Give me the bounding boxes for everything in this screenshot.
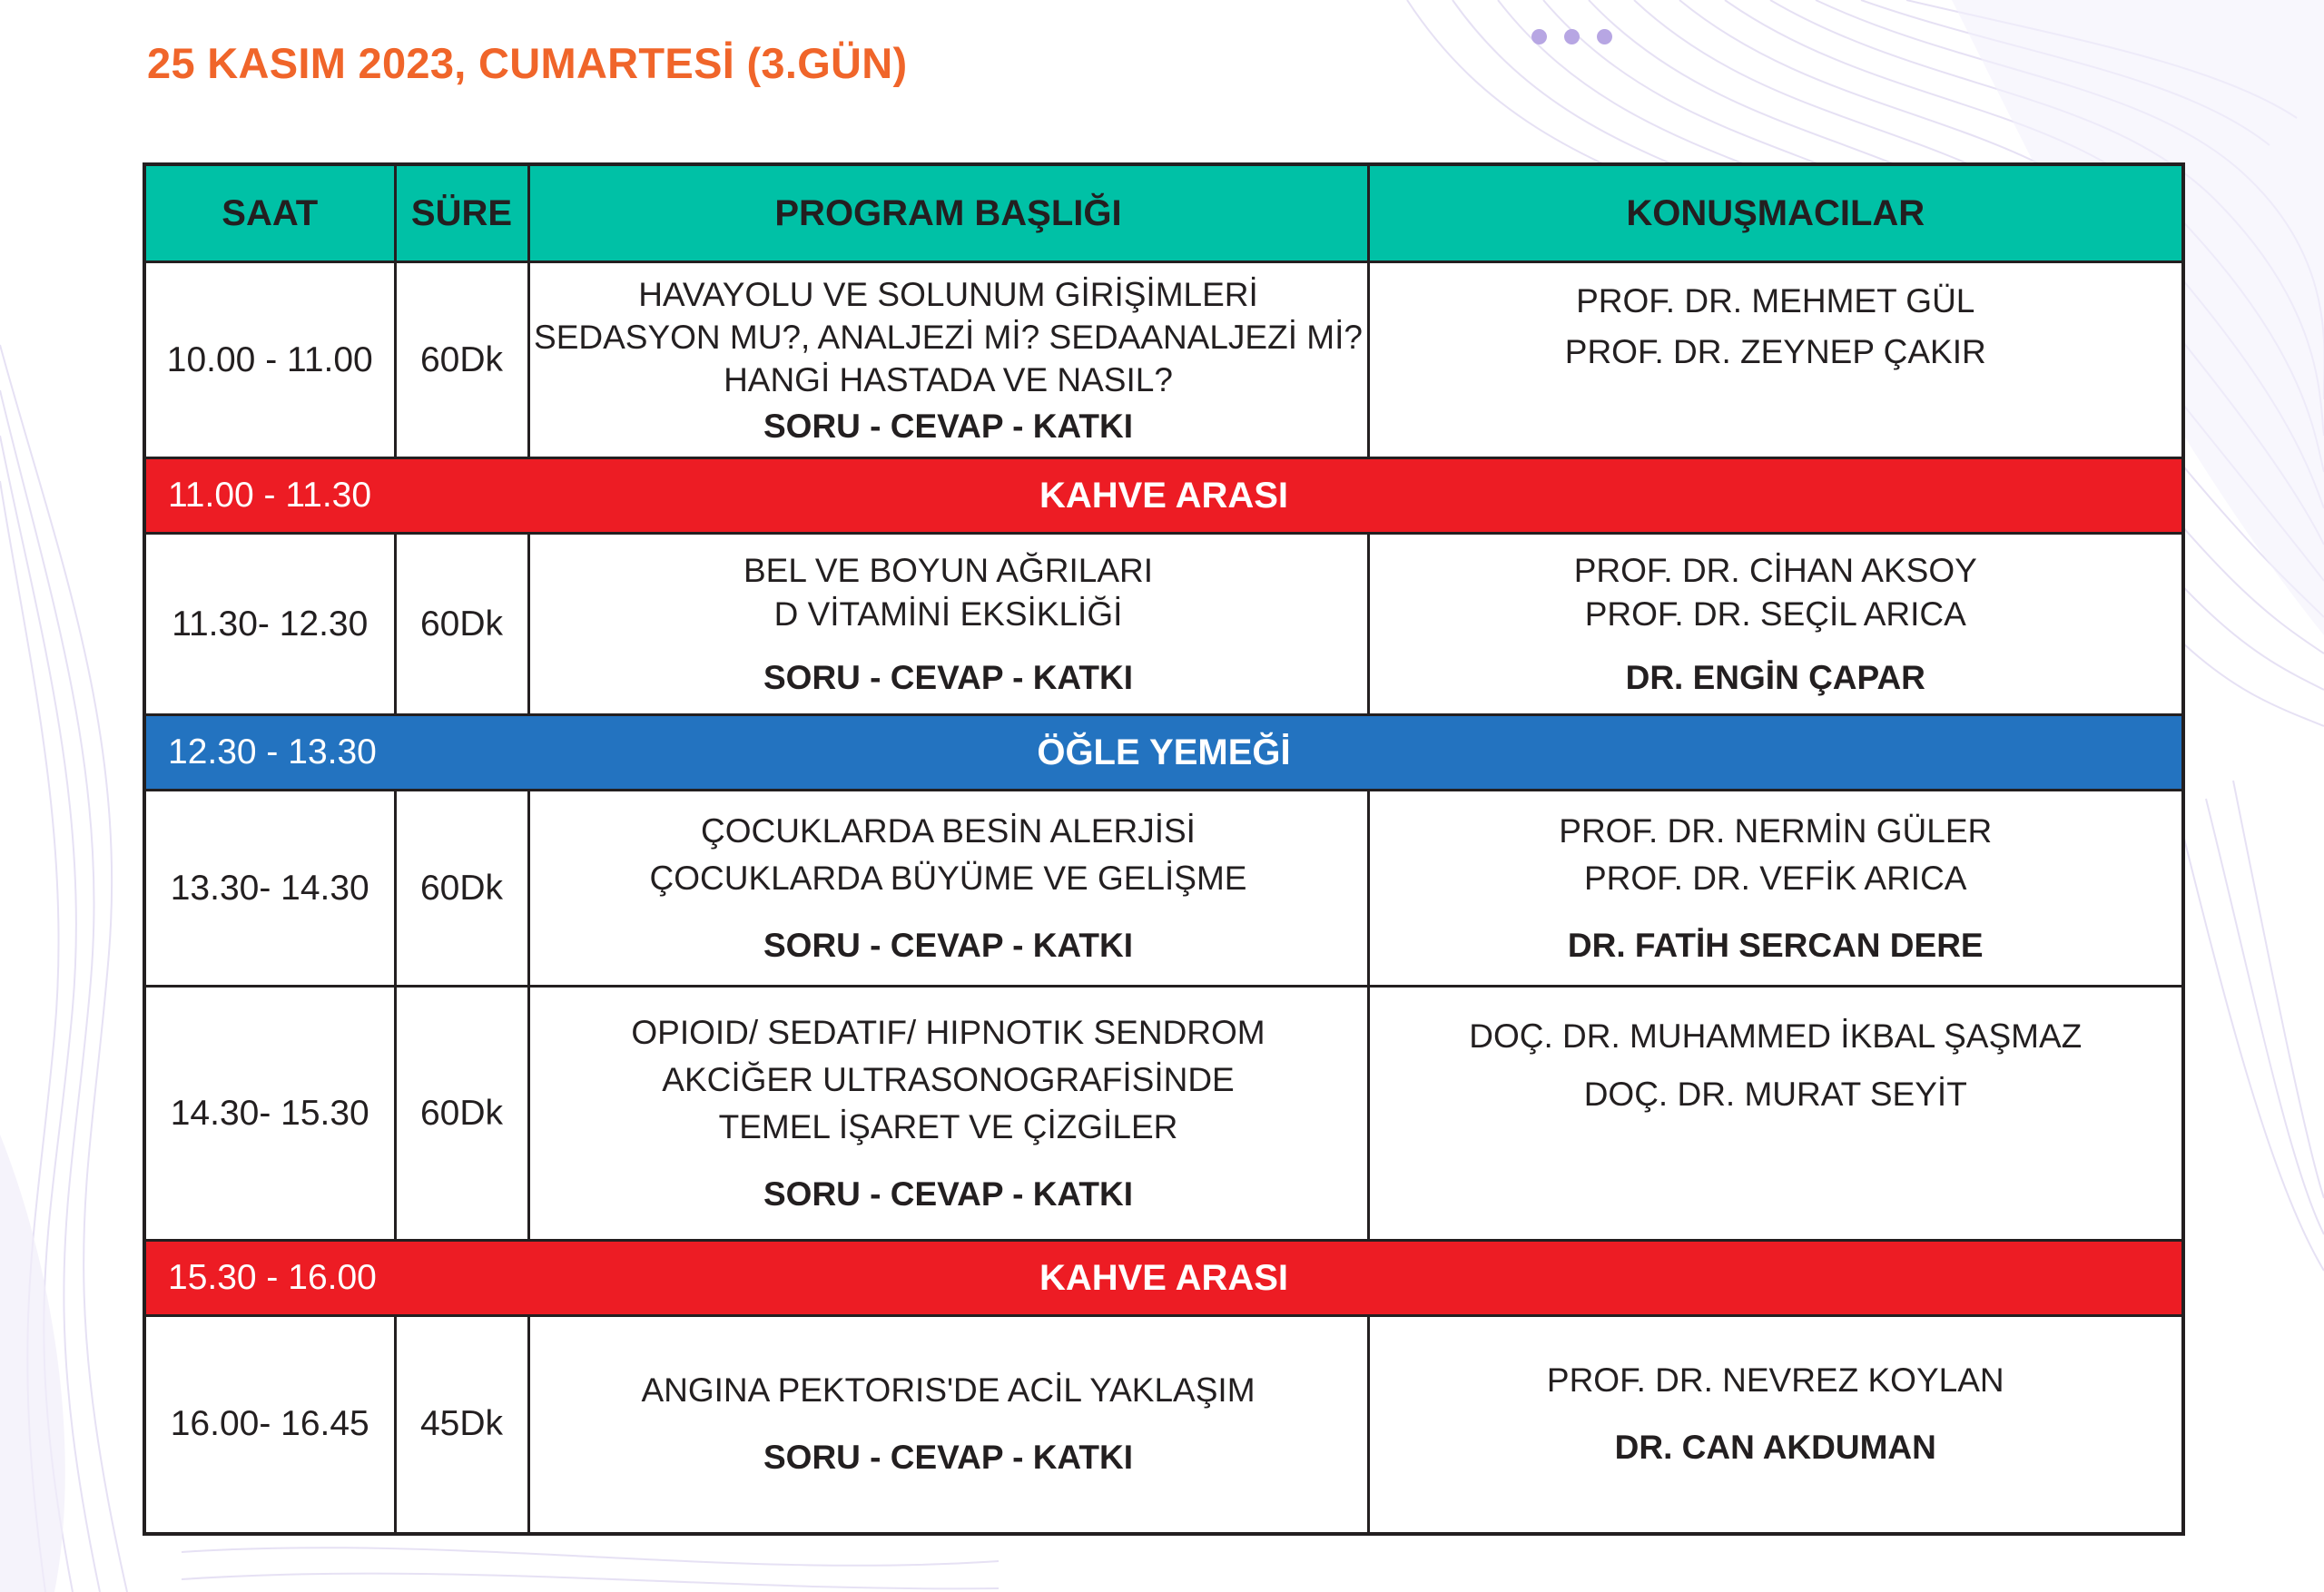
topic-line: BEL VE BOYUN AĞRILARI <box>743 551 1153 589</box>
session-topic <box>528 262 1368 458</box>
topic-line: ÇOCUKLARDA BESİN ALERJİSİ <box>701 811 1196 850</box>
topic-line: ANGINA PEKTORIS'DE ACİL YAKLAŞIM <box>641 1371 1256 1410</box>
speaker-name: PROF. DR. SEÇİL ARICA <box>1584 595 1966 633</box>
speaker-name: PROF. DR. NERMİN GÜLER <box>1559 811 1993 850</box>
break-row <box>144 458 2183 534</box>
speaker-name: PROF. DR. MEHMET GÜL <box>1576 282 1975 319</box>
session-topic <box>528 534 1368 715</box>
qa-label: SORU - CEVAP - KATKI <box>763 926 1134 964</box>
decorative-dots <box>1531 29 1612 47</box>
qa-label: SORU - CEVAP - KATKI <box>763 1439 1134 1477</box>
topic-line: D VİTAMİNİ EKSİKLİĞİ <box>773 595 1123 633</box>
speaker-name: PROF. DR. NEVREZ KOYLAN <box>1546 1361 2004 1399</box>
topic-line: HAVAYOLU VE SOLUNUM GİRİŞİMLERİ <box>638 275 1258 313</box>
break-time: 12.30 - 13.30 <box>168 732 377 771</box>
session-row <box>144 534 2183 715</box>
session-topic <box>528 791 1368 987</box>
session-duration: 60Dk <box>395 987 528 1241</box>
session-row <box>144 987 2183 1241</box>
qa-label: SORU - CEVAP - KATKI <box>763 658 1134 696</box>
session-time: 16.00- 16.45 <box>144 1316 395 1534</box>
qa-label: SORU - CEVAP - KATKI <box>763 1174 1134 1213</box>
dot-icon <box>1564 29 1580 44</box>
speaker-name: PROF. DR. ZEYNEP ÇAKIR <box>1564 333 1986 370</box>
moderator-name: DR. CAN AKDUMAN <box>1614 1429 1936 1466</box>
topic-line: ÇOCUKLARDA BÜYÜME VE GELİŞME <box>649 859 1247 897</box>
topic-line: OPIOID/ SEDATIF/ HIPNOTIK SENDROM <box>631 1013 1265 1051</box>
session-speakers <box>1368 1316 2183 1534</box>
topic-line: TEMEL İŞARET VE ÇİZGİLER <box>718 1107 1178 1145</box>
session-time: 11.30- 12.30 <box>144 534 395 715</box>
break-row <box>144 715 2183 791</box>
table-header-row <box>144 164 2183 262</box>
schedule-table <box>143 162 2185 1536</box>
session-time: 13.30- 14.30 <box>144 791 395 987</box>
break-time: 11.00 - 11.30 <box>168 476 372 515</box>
topic-line: SEDASYON MU?, ANALJEZİ Mİ? SEDAANALJEZİ Mİ? <box>534 318 1363 356</box>
session-duration: 60Dk <box>395 262 528 458</box>
moderator-name: DR. FATİH SERCAN DERE <box>1567 926 1984 964</box>
dot-icon <box>1531 29 1547 44</box>
speaker-name: DOÇ. DR. MURAT SEYİT <box>1583 1076 1967 1113</box>
session-duration: 60Dk <box>395 534 528 715</box>
session-speakers <box>1368 534 2183 715</box>
session-time: 10.00 - 11.00 <box>144 262 395 458</box>
session-speakers <box>1368 262 2183 458</box>
header-speakers: KONUŞMACILAR <box>1368 164 2183 262</box>
topic-line: HANGİ HASTADA VE NASIL? <box>724 360 1173 398</box>
session-topic <box>528 987 1368 1241</box>
session-speakers <box>1368 987 2183 1241</box>
speaker-name: DOÇ. DR. MUHAMMED İKBAL ŞAŞMAZ <box>1469 1017 2083 1055</box>
session-row <box>144 791 2183 987</box>
header-duration: SÜRE <box>395 164 528 262</box>
session-topic <box>528 1316 1368 1534</box>
session-time: 14.30- 15.30 <box>144 987 395 1241</box>
break-label: KAHVE ARASI <box>1039 476 1289 516</box>
moderator-name: DR. ENGİN ÇAPAR <box>1625 658 1925 696</box>
session-speakers <box>1368 791 2183 987</box>
speaker-name: PROF. DR. CİHAN AKSOY <box>1573 551 1977 589</box>
topic-line: AKCİĞER ULTRASONOGRAFİSİNDE <box>662 1060 1235 1098</box>
dot-icon <box>1597 29 1612 44</box>
session-row <box>144 1316 2183 1534</box>
break-row <box>144 1241 2183 1316</box>
qa-label: SORU - CEVAP - KATKI <box>763 407 1134 445</box>
header-program: PROGRAM BAŞLIĞI <box>528 164 1368 262</box>
speaker-name: PROF. DR. VEFİK ARICA <box>1584 859 1967 897</box>
break-label: KAHVE ARASI <box>1039 1258 1289 1298</box>
break-label: ÖĞLE YEMEĞİ <box>1037 732 1291 772</box>
session-duration: 60Dk <box>395 791 528 987</box>
page-title: 25 KASIM 2023, CUMARTESİ (3.GÜN) <box>147 39 908 87</box>
break-time: 15.30 - 16.00 <box>168 1258 377 1297</box>
session-row <box>144 262 2183 458</box>
session-duration: 45Dk <box>395 1316 528 1534</box>
header-time: SAAT <box>144 164 395 262</box>
